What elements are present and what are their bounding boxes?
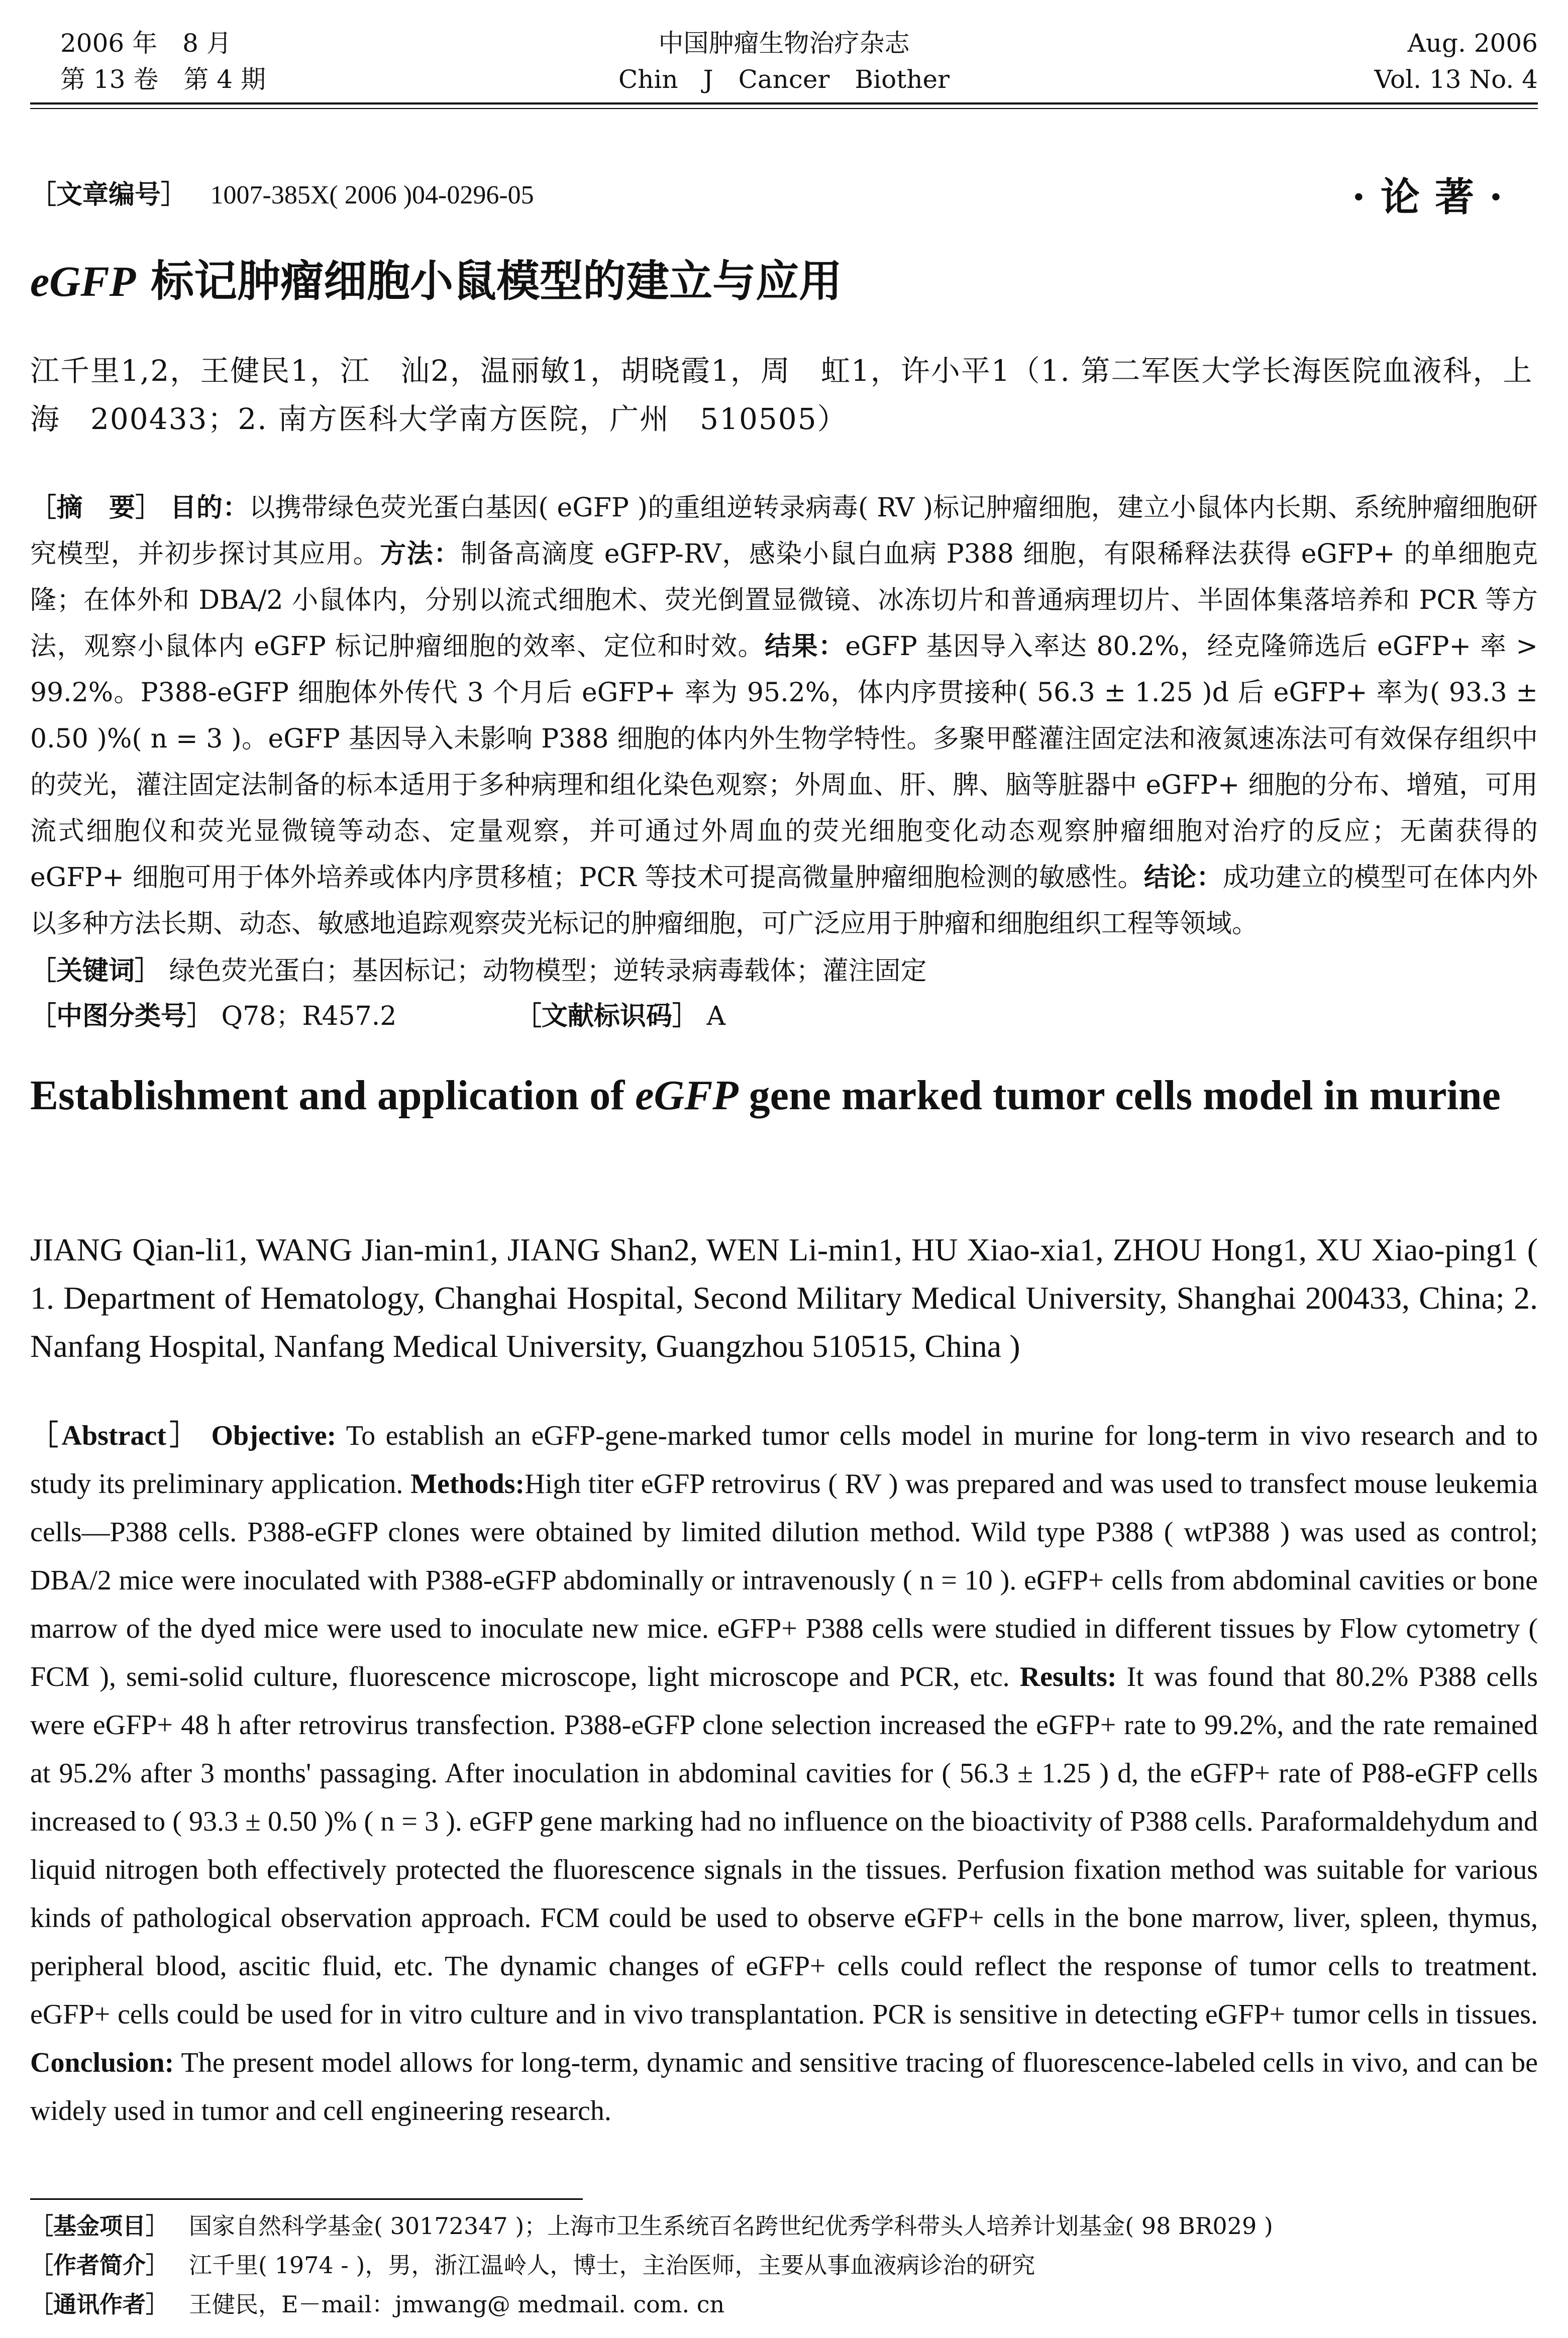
header-center bbox=[30, 25, 1538, 97]
results-en-text: It was found that 80.2% P388 cells were eGFP+ 48 h after retrovirus transfection. P388-eGFP clone selection increased the eGFP+ rate to 99.2%, and the rate remained at 95.2% after 3 months' passaging. After inoculation in abdominal cavities for ( 56.3 ± 1.25 ) d, the eGFP+ rate of P88-eGFP cells increased to ( 93.3 ± 0.50 )% ( n = 3 ). eGFP gene marking had no influence on the bioactivity of P388 cells. Paraformaldehydum and liquid nitrogen both effectively protected the fluorescence signals in the tissues. Perfusion fixation method was suitable for various kinds of pathological observation approach. FCM could be used to observe eGFP+ cells in the bone marrow, liver, spleen, thymus, peripheral blood, ascitic fluid, etc. The dynamic changes of eGFP+ cells could reflect the response of tumor cells to treatment. eGFP+ cells could be used for in vitro culture and in vivo transplantation. PCR is sensitive in detecting eGFP+ tumor cells in tissues. bbox=[30, 1661, 1538, 2030]
article-number bbox=[30, 176, 1538, 215]
objective-en-text: To establish an eGFP-gene-marked tumor cells model in murine for long-term in vivo research and to study its preliminary application. bbox=[30, 1420, 1538, 1500]
article-number-value: 1007-385X( 2006 )04-0296-05 bbox=[210, 181, 534, 209]
clc-value: Q78；R457.2 bbox=[221, 1001, 397, 1031]
methods-cn-label: 方法： bbox=[380, 539, 461, 569]
abstract-en bbox=[30, 1412, 1538, 2135]
journal-name-cn: 中国肿瘤生物治疗杂志 bbox=[658, 29, 910, 58]
journal-name-en: Chin J Cancer Biother bbox=[618, 65, 950, 94]
title-en-gene: eGFP bbox=[635, 1072, 739, 1119]
conclusion-cn-label: 结论： bbox=[1143, 863, 1223, 893]
keywords-label: ［关键词］ bbox=[30, 956, 161, 986]
header-volume-cn: 第 13 卷 第 4 期 bbox=[60, 65, 266, 94]
conclusion-en-text: The present model allows for long-term, dynamic and sensitive tracing of fluorescence-labeled cells in vivo, and can be widely used in tumor and cell engineering research. bbox=[30, 2047, 1538, 2127]
footnote-funding-text: 国家自然科学基金( 30172347 )；上海市卫生系统百名跨世纪优秀学科带头人培养计划基金( 98 BR029 ) bbox=[189, 2212, 1273, 2240]
methods-cn-text: 制备高滴度 eGFP-RV，感染小鼠白血病 P388 细胞，有限稀释法获得 eGFP+ 的单细胞克隆；在体外和 DBA/2 小鼠体内，分别以流式细胞术、荧光倒置显微镜、冰冻切片和普通病理切片、半固体集落培养和 PCR 等方法，观察小鼠体内 eGFP 标记肿瘤细胞的效率、定位和时效。 bbox=[30, 539, 1538, 662]
footnote-separator bbox=[30, 2198, 583, 2200]
title-cn-rest: 标记肿瘤细胞小鼠模型的建立与应用 bbox=[136, 256, 843, 306]
abstract-en-label: ［Abstract］ bbox=[30, 1420, 201, 1451]
footnote-corresponding-label: ［通讯作者］ bbox=[30, 2291, 169, 2318]
doc-code-label: ［文献标识码］ bbox=[515, 1001, 698, 1031]
title-en bbox=[30, 1068, 1538, 1124]
results-en-label: Results: bbox=[1019, 1661, 1117, 1692]
footnotes bbox=[30, 2206, 1538, 2324]
abstract-cn-label: ［摘 要］ bbox=[30, 493, 162, 523]
abstract-cn bbox=[30, 485, 1538, 947]
footnote-funding bbox=[30, 2206, 1538, 2246]
footnote-author-bio-label: ［作者简介］ bbox=[30, 2252, 169, 2279]
authors-cn: 江千里1,2，王健民1，江 汕2，温丽敏1，胡晓霞1，周 虹1，许小平1（1. 第二军医大学长海医院血液科，上海 200433；2. 南方医科大学南方医院，广州 510505） bbox=[30, 354, 1533, 436]
header-volume-en: Vol. 13 No. 4 bbox=[1374, 65, 1538, 94]
header-date-cn: 2006 年 8 月 bbox=[60, 29, 232, 58]
title-en-part2: gene marked tumor cells model in murine bbox=[738, 1072, 1501, 1119]
classification bbox=[30, 995, 1538, 1038]
title-en-part1: Establishment and application of bbox=[30, 1072, 636, 1119]
column-tag: ·论著· bbox=[1351, 174, 1518, 220]
footnote-funding-label: ［基金项目］ bbox=[30, 2212, 169, 2240]
clc-label: ［中图分类号］ bbox=[30, 1001, 214, 1031]
conclusion-en-label: Conclusion: bbox=[30, 2047, 174, 2078]
article-number-label: ［文章编号］ bbox=[30, 180, 187, 210]
header-right bbox=[1375, 25, 1538, 97]
header-rule bbox=[30, 102, 1538, 104]
doc-code-value: A bbox=[706, 1001, 726, 1031]
results-cn-text: eGFP 基因导入率达 80.2%，经克隆筛选后 eGFP+ 率 > 99.2%。P388-eGFP 细胞体外传代 3 个月后 eGFP+ 率为 95.2%，体内序贯接种( 56.3 ± 1.25 )d 后 eGFP+ 率为( 93.3 ± 0.50 )%( n = 3 )。eGFP 基因导入未影响 P388 细胞的体内外生物学特性。多聚甲醛灌注固定法和液氮速冻法可有效保存组织中的荧光，灌注固定法制备的标本适用于多种病理和组化染色观察；外周血、肝、脾、脑等脏器中 eGFP+ 细胞的分布、增殖，可用流式细胞仪和荧光显微镜等动态、定量观察，并可通过外周血的荧光细胞变化动态观察肿瘤细胞对治疗的反应；无菌获得的 eGFP+ 细胞可用于体外培养或体内序贯移植；PCR 等技术可提高微量肿瘤细胞检测的敏感性。 bbox=[30, 631, 1538, 893]
objective-cn-text: 以携带绿色荧光蛋白基因( eGFP )的重组逆转录病毒( RV )标记肿瘤细胞，建立小鼠体内长期、系统肿瘤细胞研究模型，并初步探讨其应用。 bbox=[30, 493, 1538, 569]
keywords bbox=[30, 949, 1538, 993]
authors-en: JIANG Qian-li1, WANG Jian-min1, JIANG Shan2, WEN Li-min1, HU Xiao-xia1, ZHOU Hong1, XU Xiao-ping1 ( 1. Department of Hematology, Changhai Hospital, Second Military Medical University, Shanghai 200433, China; 2. Nanfang Hospital, Nanfang Medical University, Guangzhou 510515, China ) bbox=[30, 1232, 1538, 1364]
title-cn bbox=[30, 251, 1538, 311]
methods-en-text: High titer eGFP retrovirus ( RV ) was prepared and was used to transfect mouse leukemia cells—P388 cells. P388-eGFP clones were obtained by limited dilution method. Wild type P388 ( wtP388 ) was used as control; DBA/2 mice were inoculated with P388-eGFP abdominally or intravenously ( n = 10 ). eGFP+ cells from abdominal cavities or bone marrow of the dyed mice were used to inoculate new mice. eGFP+ P388 cells were studied in different tissues by Flow cytometry ( FCM ), semi-solid culture, fluorescence microscope, light microscope and PCR, etc. bbox=[30, 1468, 1538, 1692]
objective-cn-label: 目的： bbox=[170, 493, 249, 523]
running-header bbox=[30, 19, 1538, 104]
keywords-value: 绿色荧光蛋白；基因标记；动物模型；逆转录病毒载体；灌注固定 bbox=[169, 956, 927, 986]
footnote-corresponding-text: 王健民，E－mail：jmwang@ medmail. com. cn bbox=[189, 2291, 725, 2318]
conclusion-cn-text: 成功建立的模型可在体内外以多种方法长期、动态、敏感地追踪观察荧光标记的肿瘤细胞，可广泛应用于肿瘤和细胞组织工程等领域。 bbox=[30, 863, 1538, 939]
footnote-author-bio bbox=[30, 2246, 1538, 2285]
header-rule-thin bbox=[30, 108, 1538, 109]
footnote-corresponding bbox=[30, 2285, 1538, 2324]
methods-en-label: Methods: bbox=[410, 1468, 525, 1500]
title-cn-gene: eGFP bbox=[30, 257, 136, 305]
footnote-author-bio-text: 江千里( 1974 - )，男，浙江温岭人，博士，主治医师，主要从事血液病诊治的研究 bbox=[189, 2252, 1035, 2279]
objective-en-label: Objective: bbox=[211, 1420, 337, 1451]
header-date-en: Aug. 2006 bbox=[1407, 29, 1538, 58]
results-cn-label: 结果： bbox=[765, 631, 846, 662]
